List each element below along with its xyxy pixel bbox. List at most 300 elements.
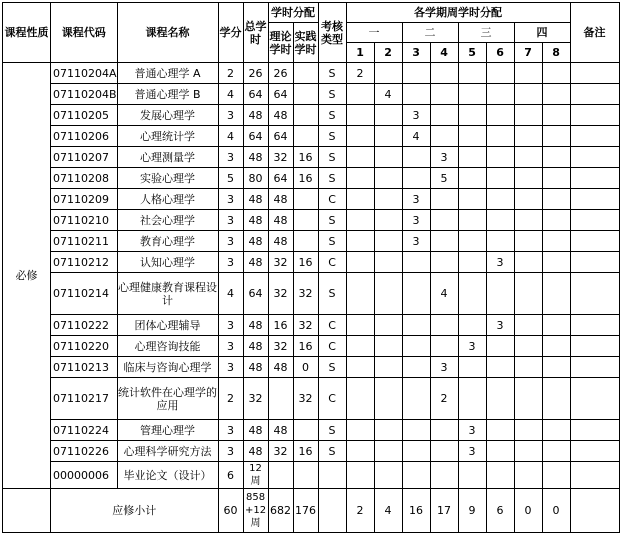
header-semester-2: 2	[374, 43, 402, 63]
course-code: 07110217	[51, 378, 118, 420]
course-name: 认知心理学	[117, 252, 218, 273]
course-remark	[570, 315, 619, 336]
course-name: 教育心理学	[117, 231, 218, 252]
course-practice-hours	[293, 420, 318, 441]
course-theory-hours: 48	[268, 105, 293, 126]
course-exam-type: S	[318, 126, 346, 147]
semester-hours-2	[374, 315, 402, 336]
table-row	[3, 84, 620, 105]
semester-hours-5: 3	[458, 420, 486, 441]
summary-semester-2: 4	[374, 489, 402, 533]
semester-hours-5	[458, 210, 486, 231]
course-remark	[570, 231, 619, 252]
summary-semester-8: 0	[542, 489, 570, 533]
summary-credit: 60	[218, 489, 243, 533]
semester-hours-1	[346, 84, 374, 105]
table-row	[3, 168, 620, 189]
semester-hours-1	[346, 378, 374, 420]
semester-hours-1	[346, 168, 374, 189]
course-exam-type: S	[318, 147, 346, 168]
semester-hours-7	[514, 252, 542, 273]
course-credit: 3	[218, 147, 243, 168]
course-remark	[570, 210, 619, 231]
course-total-hours: 48	[243, 231, 268, 252]
course-name: 普通心理学 A	[117, 63, 218, 84]
summary-semester-5: 9	[458, 489, 486, 533]
course-practice-hours: 16	[293, 252, 318, 273]
semester-hours-7	[514, 105, 542, 126]
semester-hours-7	[514, 84, 542, 105]
semester-hours-6	[486, 105, 514, 126]
semester-hours-8	[542, 84, 570, 105]
header-semester-4: 4	[430, 43, 458, 63]
semester-hours-1	[346, 357, 374, 378]
semester-hours-7	[514, 378, 542, 420]
header-year-4: 四	[514, 23, 570, 43]
semester-hours-7	[514, 336, 542, 357]
course-credit: 5	[218, 168, 243, 189]
semester-hours-8	[542, 231, 570, 252]
course-code: 07110206	[51, 126, 118, 147]
course-exam-type: S	[318, 168, 346, 189]
course-practice-hours: 16	[293, 336, 318, 357]
semester-hours-3: 3	[402, 210, 430, 231]
semester-hours-2	[374, 126, 402, 147]
semester-hours-6	[486, 84, 514, 105]
semester-hours-6	[486, 210, 514, 231]
semester-hours-1	[346, 147, 374, 168]
semester-hours-4: 4	[430, 273, 458, 315]
header-total-hours: 总学时	[243, 3, 268, 63]
semester-hours-8	[542, 378, 570, 420]
semester-hours-6	[486, 231, 514, 252]
semester-hours-4	[430, 336, 458, 357]
course-name: 临床与咨询心理学	[117, 357, 218, 378]
semester-hours-4	[430, 105, 458, 126]
summary-semester-7: 0	[514, 489, 542, 533]
course-rows	[3, 63, 620, 533]
header-credit: 学分	[218, 3, 243, 63]
semester-hours-7	[514, 231, 542, 252]
semester-hours-4	[430, 210, 458, 231]
course-code: 07110208	[51, 168, 118, 189]
course-remark	[570, 168, 619, 189]
semester-hours-1	[346, 210, 374, 231]
course-theory-hours: 48	[268, 189, 293, 210]
course-practice-hours	[293, 231, 318, 252]
course-code: 07110210	[51, 210, 118, 231]
semester-hours-6	[486, 357, 514, 378]
summary-exam-type	[318, 489, 346, 533]
course-exam-type: C	[318, 189, 346, 210]
semester-hours-3	[402, 273, 430, 315]
semester-hours-7	[514, 315, 542, 336]
header-name: 课程名称	[117, 3, 218, 63]
course-practice-hours	[293, 189, 318, 210]
course-practice-hours	[293, 210, 318, 231]
semester-hours-1	[346, 126, 374, 147]
course-remark	[570, 105, 619, 126]
semester-hours-7	[514, 63, 542, 84]
semester-hours-2	[374, 420, 402, 441]
summary-row	[3, 489, 620, 533]
course-name: 普通心理学 B	[117, 84, 218, 105]
course-name: 统计软件在心理学的应用	[117, 378, 218, 420]
course-code: 07110212	[51, 252, 118, 273]
semester-hours-1	[346, 189, 374, 210]
course-name: 心理咨询技能	[117, 336, 218, 357]
semester-hours-6	[486, 126, 514, 147]
semester-hours-5: 3	[458, 336, 486, 357]
semester-hours-4	[430, 84, 458, 105]
semester-hours-8	[542, 126, 570, 147]
table-row	[3, 357, 620, 378]
course-practice-hours: 16	[293, 441, 318, 462]
semester-hours-2	[374, 168, 402, 189]
summary-remark	[570, 489, 619, 533]
summary-semester-1: 2	[346, 489, 374, 533]
semester-hours-2	[374, 462, 402, 489]
semester-hours-8	[542, 63, 570, 84]
course-credit: 6	[218, 462, 243, 489]
semester-hours-8	[542, 357, 570, 378]
semester-hours-1	[346, 441, 374, 462]
semester-hours-5	[458, 147, 486, 168]
course-remark	[570, 336, 619, 357]
header-year-2: 二	[402, 23, 458, 43]
semester-hours-3	[402, 63, 430, 84]
course-name: 毕业论文（设计）	[117, 462, 218, 489]
course-theory-hours: 64	[268, 126, 293, 147]
course-practice-hours: 16	[293, 168, 318, 189]
semester-hours-4	[430, 252, 458, 273]
semester-hours-6	[486, 63, 514, 84]
summary-label: 应修小计	[51, 489, 219, 533]
course-theory-hours: 32	[268, 441, 293, 462]
course-remark	[570, 189, 619, 210]
semester-hours-7	[514, 210, 542, 231]
course-practice-hours	[293, 105, 318, 126]
semester-hours-3	[402, 168, 430, 189]
table-row	[3, 462, 620, 489]
course-credit: 3	[218, 336, 243, 357]
semester-hours-5	[458, 357, 486, 378]
course-practice-hours	[293, 462, 318, 489]
course-remark	[570, 84, 619, 105]
course-exam-type: C	[318, 315, 346, 336]
semester-hours-8	[542, 147, 570, 168]
course-remark	[570, 147, 619, 168]
semester-hours-3	[402, 420, 430, 441]
course-name: 人格心理学	[117, 189, 218, 210]
course-code: 07110214	[51, 273, 118, 315]
semester-hours-1	[346, 315, 374, 336]
table-row	[3, 420, 620, 441]
course-credit: 2	[218, 378, 243, 420]
semester-hours-3	[402, 357, 430, 378]
semester-hours-6: 3	[486, 315, 514, 336]
semester-hours-8	[542, 441, 570, 462]
header-hour-split: 学时分配	[268, 3, 318, 23]
semester-hours-3	[402, 252, 430, 273]
semester-hours-4	[430, 462, 458, 489]
semester-hours-5	[458, 84, 486, 105]
summary-semester-6: 6	[486, 489, 514, 533]
semester-hours-5	[458, 105, 486, 126]
course-credit: 3	[218, 315, 243, 336]
course-exam-type: C	[318, 336, 346, 357]
course-theory-hours: 64	[268, 84, 293, 105]
semester-hours-6	[486, 336, 514, 357]
course-exam-type: S	[318, 105, 346, 126]
course-practice-hours	[293, 63, 318, 84]
semester-hours-5: 3	[458, 441, 486, 462]
course-total-hours: 26	[243, 63, 268, 84]
course-code: 07110220	[51, 336, 118, 357]
course-remark	[570, 420, 619, 441]
semester-hours-6: 3	[486, 252, 514, 273]
semester-hours-8	[542, 105, 570, 126]
semester-hours-4	[430, 420, 458, 441]
course-remark	[570, 462, 619, 489]
course-total-hours: 48	[243, 252, 268, 273]
semester-hours-7	[514, 357, 542, 378]
course-theory-hours: 32	[268, 336, 293, 357]
course-total-hours: 48	[243, 147, 268, 168]
semester-hours-2	[374, 189, 402, 210]
semester-hours-4	[430, 126, 458, 147]
semester-hours-6	[486, 147, 514, 168]
header-semester-dist: 各学期周学时分配	[346, 3, 570, 23]
table-row	[3, 273, 620, 315]
course-total-hours: 48	[243, 210, 268, 231]
course-theory-hours: 16	[268, 315, 293, 336]
course-practice-hours: 0	[293, 357, 318, 378]
semester-hours-3	[402, 378, 430, 420]
semester-hours-6	[486, 378, 514, 420]
course-remark	[570, 378, 619, 420]
course-code: 07110204B	[51, 84, 118, 105]
header-semester-3: 3	[402, 43, 430, 63]
semester-hours-5	[458, 168, 486, 189]
semester-hours-7	[514, 441, 542, 462]
semester-hours-2: 4	[374, 84, 402, 105]
semester-hours-8	[542, 252, 570, 273]
course-name: 管理心理学	[117, 420, 218, 441]
semester-hours-5	[458, 126, 486, 147]
course-exam-type: C	[318, 378, 346, 420]
course-code: 07110204A	[51, 63, 118, 84]
course-theory-hours: 48	[268, 231, 293, 252]
semester-hours-1	[346, 105, 374, 126]
semester-hours-4	[430, 189, 458, 210]
course-theory-hours: 32	[268, 147, 293, 168]
course-exam-type: S	[318, 84, 346, 105]
header-practice-hours: 实践学时	[293, 23, 318, 63]
semester-hours-2	[374, 273, 402, 315]
course-total-hours: 64	[243, 273, 268, 315]
summary-semester-4: 17	[430, 489, 458, 533]
semester-hours-7	[514, 462, 542, 489]
semester-hours-3	[402, 462, 430, 489]
course-total-hours: 48	[243, 420, 268, 441]
course-remark	[570, 357, 619, 378]
course-total-hours: 48	[243, 441, 268, 462]
semester-hours-2	[374, 378, 402, 420]
course-remark	[570, 252, 619, 273]
course-name: 团体心理辅导	[117, 315, 218, 336]
semester-hours-6	[486, 441, 514, 462]
table-row	[3, 210, 620, 231]
table-row	[3, 315, 620, 336]
semester-hours-8	[542, 273, 570, 315]
semester-hours-4	[430, 231, 458, 252]
course-name: 心理健康教育课程设计	[117, 273, 218, 315]
semester-hours-7	[514, 420, 542, 441]
curriculum-table	[2, 2, 620, 533]
curriculum-table-wrapper	[2, 2, 620, 533]
course-credit: 3	[218, 441, 243, 462]
course-credit: 3	[218, 105, 243, 126]
course-theory-hours: 64	[268, 168, 293, 189]
semester-hours-7	[514, 126, 542, 147]
table-row	[3, 147, 620, 168]
course-total-hours: 64	[243, 84, 268, 105]
semester-hours-1	[346, 462, 374, 489]
summary-practice-hours: 176	[293, 489, 318, 533]
course-total-hours: 48	[243, 357, 268, 378]
semester-hours-6	[486, 420, 514, 441]
summary-theory-hours: 682	[268, 489, 293, 533]
header-theory-hours: 理论学时	[268, 23, 293, 63]
semester-hours-5	[458, 315, 486, 336]
semester-hours-1	[346, 336, 374, 357]
header-semester-7: 7	[514, 43, 542, 63]
course-theory-hours	[268, 378, 293, 420]
table-row	[3, 378, 620, 420]
course-exam-type: S	[318, 231, 346, 252]
semester-hours-6	[486, 168, 514, 189]
semester-hours-2	[374, 63, 402, 84]
header-nature: 课程性质	[3, 3, 51, 63]
semester-hours-1	[346, 231, 374, 252]
header-semester-1: 1	[346, 43, 374, 63]
course-total-hours: 12 周	[243, 462, 268, 489]
semester-hours-4	[430, 441, 458, 462]
course-exam-type: S	[318, 441, 346, 462]
semester-hours-8	[542, 168, 570, 189]
course-remark	[570, 126, 619, 147]
semester-hours-2	[374, 357, 402, 378]
course-code: 07110222	[51, 315, 118, 336]
semester-hours-3	[402, 84, 430, 105]
semester-hours-8	[542, 462, 570, 489]
semester-hours-8	[542, 420, 570, 441]
semester-hours-4	[430, 315, 458, 336]
course-name: 心理统计学	[117, 126, 218, 147]
header-code: 课程代码	[51, 3, 118, 63]
course-code: 07110226	[51, 441, 118, 462]
semester-hours-7	[514, 273, 542, 315]
course-exam-type: C	[318, 252, 346, 273]
semester-hours-3	[402, 441, 430, 462]
header-semester-5: 5	[458, 43, 486, 63]
course-exam-type: S	[318, 210, 346, 231]
semester-hours-7	[514, 168, 542, 189]
semester-hours-2	[374, 147, 402, 168]
semester-hours-7	[514, 147, 542, 168]
header-exam-type: 考核类型	[318, 3, 346, 63]
course-name: 社会心理学	[117, 210, 218, 231]
summary-total-hours: 858 +12 周	[243, 489, 268, 533]
course-theory-hours: 48	[268, 210, 293, 231]
course-theory-hours: 48	[268, 420, 293, 441]
course-name: 心理测量学	[117, 147, 218, 168]
course-credit: 4	[218, 273, 243, 315]
nature-cell: 必修	[3, 63, 51, 489]
semester-hours-3: 3	[402, 189, 430, 210]
semester-hours-5	[458, 231, 486, 252]
course-code: 07110207	[51, 147, 118, 168]
course-code: 00000006	[51, 462, 118, 489]
semester-hours-4: 3	[430, 147, 458, 168]
course-practice-hours: 32	[293, 273, 318, 315]
table-row	[3, 231, 620, 252]
semester-hours-8	[542, 189, 570, 210]
course-code: 07110209	[51, 189, 118, 210]
course-remark	[570, 63, 619, 84]
course-credit: 3	[218, 210, 243, 231]
table-row	[3, 252, 620, 273]
course-name: 实验心理学	[117, 168, 218, 189]
semester-hours-2	[374, 105, 402, 126]
table-row	[3, 105, 620, 126]
course-code: 07110224	[51, 420, 118, 441]
semester-hours-2	[374, 231, 402, 252]
header-remark: 备注	[570, 3, 619, 63]
semester-hours-3: 3	[402, 231, 430, 252]
semester-hours-5	[458, 378, 486, 420]
course-total-hours: 48	[243, 336, 268, 357]
course-exam-type: S	[318, 273, 346, 315]
semester-hours-5	[458, 63, 486, 84]
semester-hours-5	[458, 273, 486, 315]
semester-hours-3	[402, 315, 430, 336]
course-exam-type: S	[318, 420, 346, 441]
course-credit: 3	[218, 357, 243, 378]
header-year-1: 一	[346, 23, 402, 43]
semester-hours-5	[458, 189, 486, 210]
course-practice-hours	[293, 126, 318, 147]
course-total-hours: 48	[243, 315, 268, 336]
semester-hours-3: 3	[402, 105, 430, 126]
semester-hours-2	[374, 336, 402, 357]
course-practice-hours: 32	[293, 315, 318, 336]
course-exam-type: S	[318, 63, 346, 84]
course-theory-hours: 32	[268, 252, 293, 273]
course-name: 心理科学研究方法	[117, 441, 218, 462]
course-exam-type: S	[318, 357, 346, 378]
semester-hours-6	[486, 462, 514, 489]
semester-hours-4: 5	[430, 168, 458, 189]
course-theory-hours: 26	[268, 63, 293, 84]
course-credit: 3	[218, 420, 243, 441]
semester-hours-4	[430, 63, 458, 84]
header-semester-8: 8	[542, 43, 570, 63]
table-row	[3, 441, 620, 462]
course-credit: 3	[218, 252, 243, 273]
summary-nature-blank	[3, 489, 51, 533]
